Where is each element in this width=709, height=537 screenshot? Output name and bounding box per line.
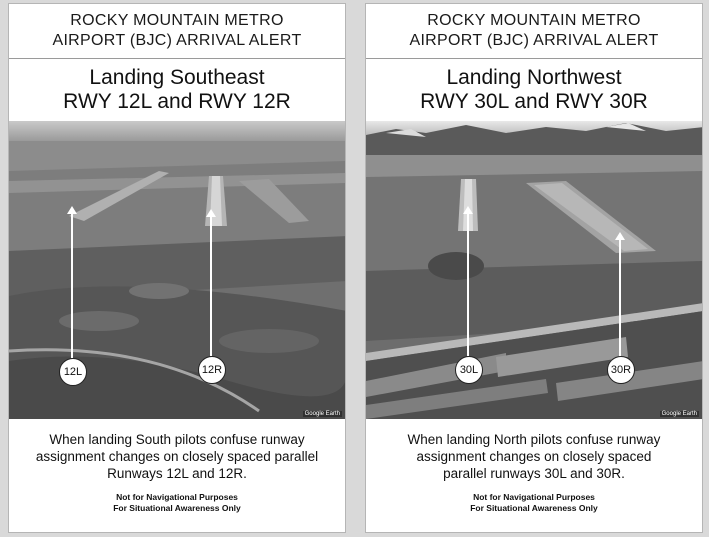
image-credit: Google Earth: [661, 411, 697, 417]
image-credit: Google Earth: [304, 411, 340, 417]
alert-header: [9, 4, 345, 59]
description-line-1: When landing North pilots confuse runway: [407, 432, 661, 447]
disclaimer: [9, 492, 345, 514]
runway-12l-arrow: [71, 213, 73, 358]
title-line-2: RWY 30L and RWY 30R: [420, 90, 648, 113]
runway-30l-arrow: [467, 213, 469, 356]
alert-description: [366, 419, 702, 482]
arrival-alert-card-northwest: [365, 3, 703, 533]
runway-12r-arrow: [210, 216, 212, 356]
arrival-alert-card-southeast: [8, 3, 346, 533]
title-line-1: Landing Northwest: [446, 66, 622, 89]
title-line-2: RWY 12L and RWY 12R: [63, 90, 291, 113]
description-line-2: assignment changes on closely spaced parallel: [35, 449, 319, 464]
header-line-2: AIRPORT (BJC) ARRIVAL ALERT: [52, 32, 302, 49]
runway-label-30l: 30L: [455, 356, 483, 384]
description-line-2: assignment changes on closely spaced: [416, 449, 652, 464]
aerial-photo: [366, 121, 702, 419]
runway-label-30r: 30R: [607, 356, 635, 384]
description-line-1: When landing South pilots confuse runway: [49, 432, 305, 447]
disclaimer: [366, 492, 702, 514]
runway-label-12l: 12L: [59, 358, 87, 386]
description-line-3: parallel runways 30L and 30R.: [443, 466, 625, 481]
runway-30r-arrow: [619, 239, 621, 356]
header-line-2: AIRPORT (BJC) ARRIVAL ALERT: [409, 32, 659, 49]
runway-label-12r: 12R: [198, 356, 226, 384]
alert-header: [366, 4, 702, 59]
disclaimer-line-1: Not for Navigational Purposes: [473, 492, 595, 502]
disclaimer-line-2: For Situational Awareness Only: [113, 503, 241, 513]
header-line-1: ROCKY MOUNTAIN METRO: [70, 12, 284, 29]
landing-title: [9, 59, 345, 121]
aerial-photo: [9, 121, 345, 419]
alert-description: [9, 419, 345, 482]
aerial-photo-illustration: [366, 121, 702, 419]
landing-title: [366, 59, 702, 121]
header-line-1: ROCKY MOUNTAIN METRO: [427, 12, 641, 29]
disclaimer-line-2: For Situational Awareness Only: [470, 503, 598, 513]
disclaimer-line-1: Not for Navigational Purposes: [116, 492, 238, 502]
description-line-3: Runways 12L and 12R.: [107, 466, 247, 481]
title-line-1: Landing Southeast: [89, 66, 265, 89]
